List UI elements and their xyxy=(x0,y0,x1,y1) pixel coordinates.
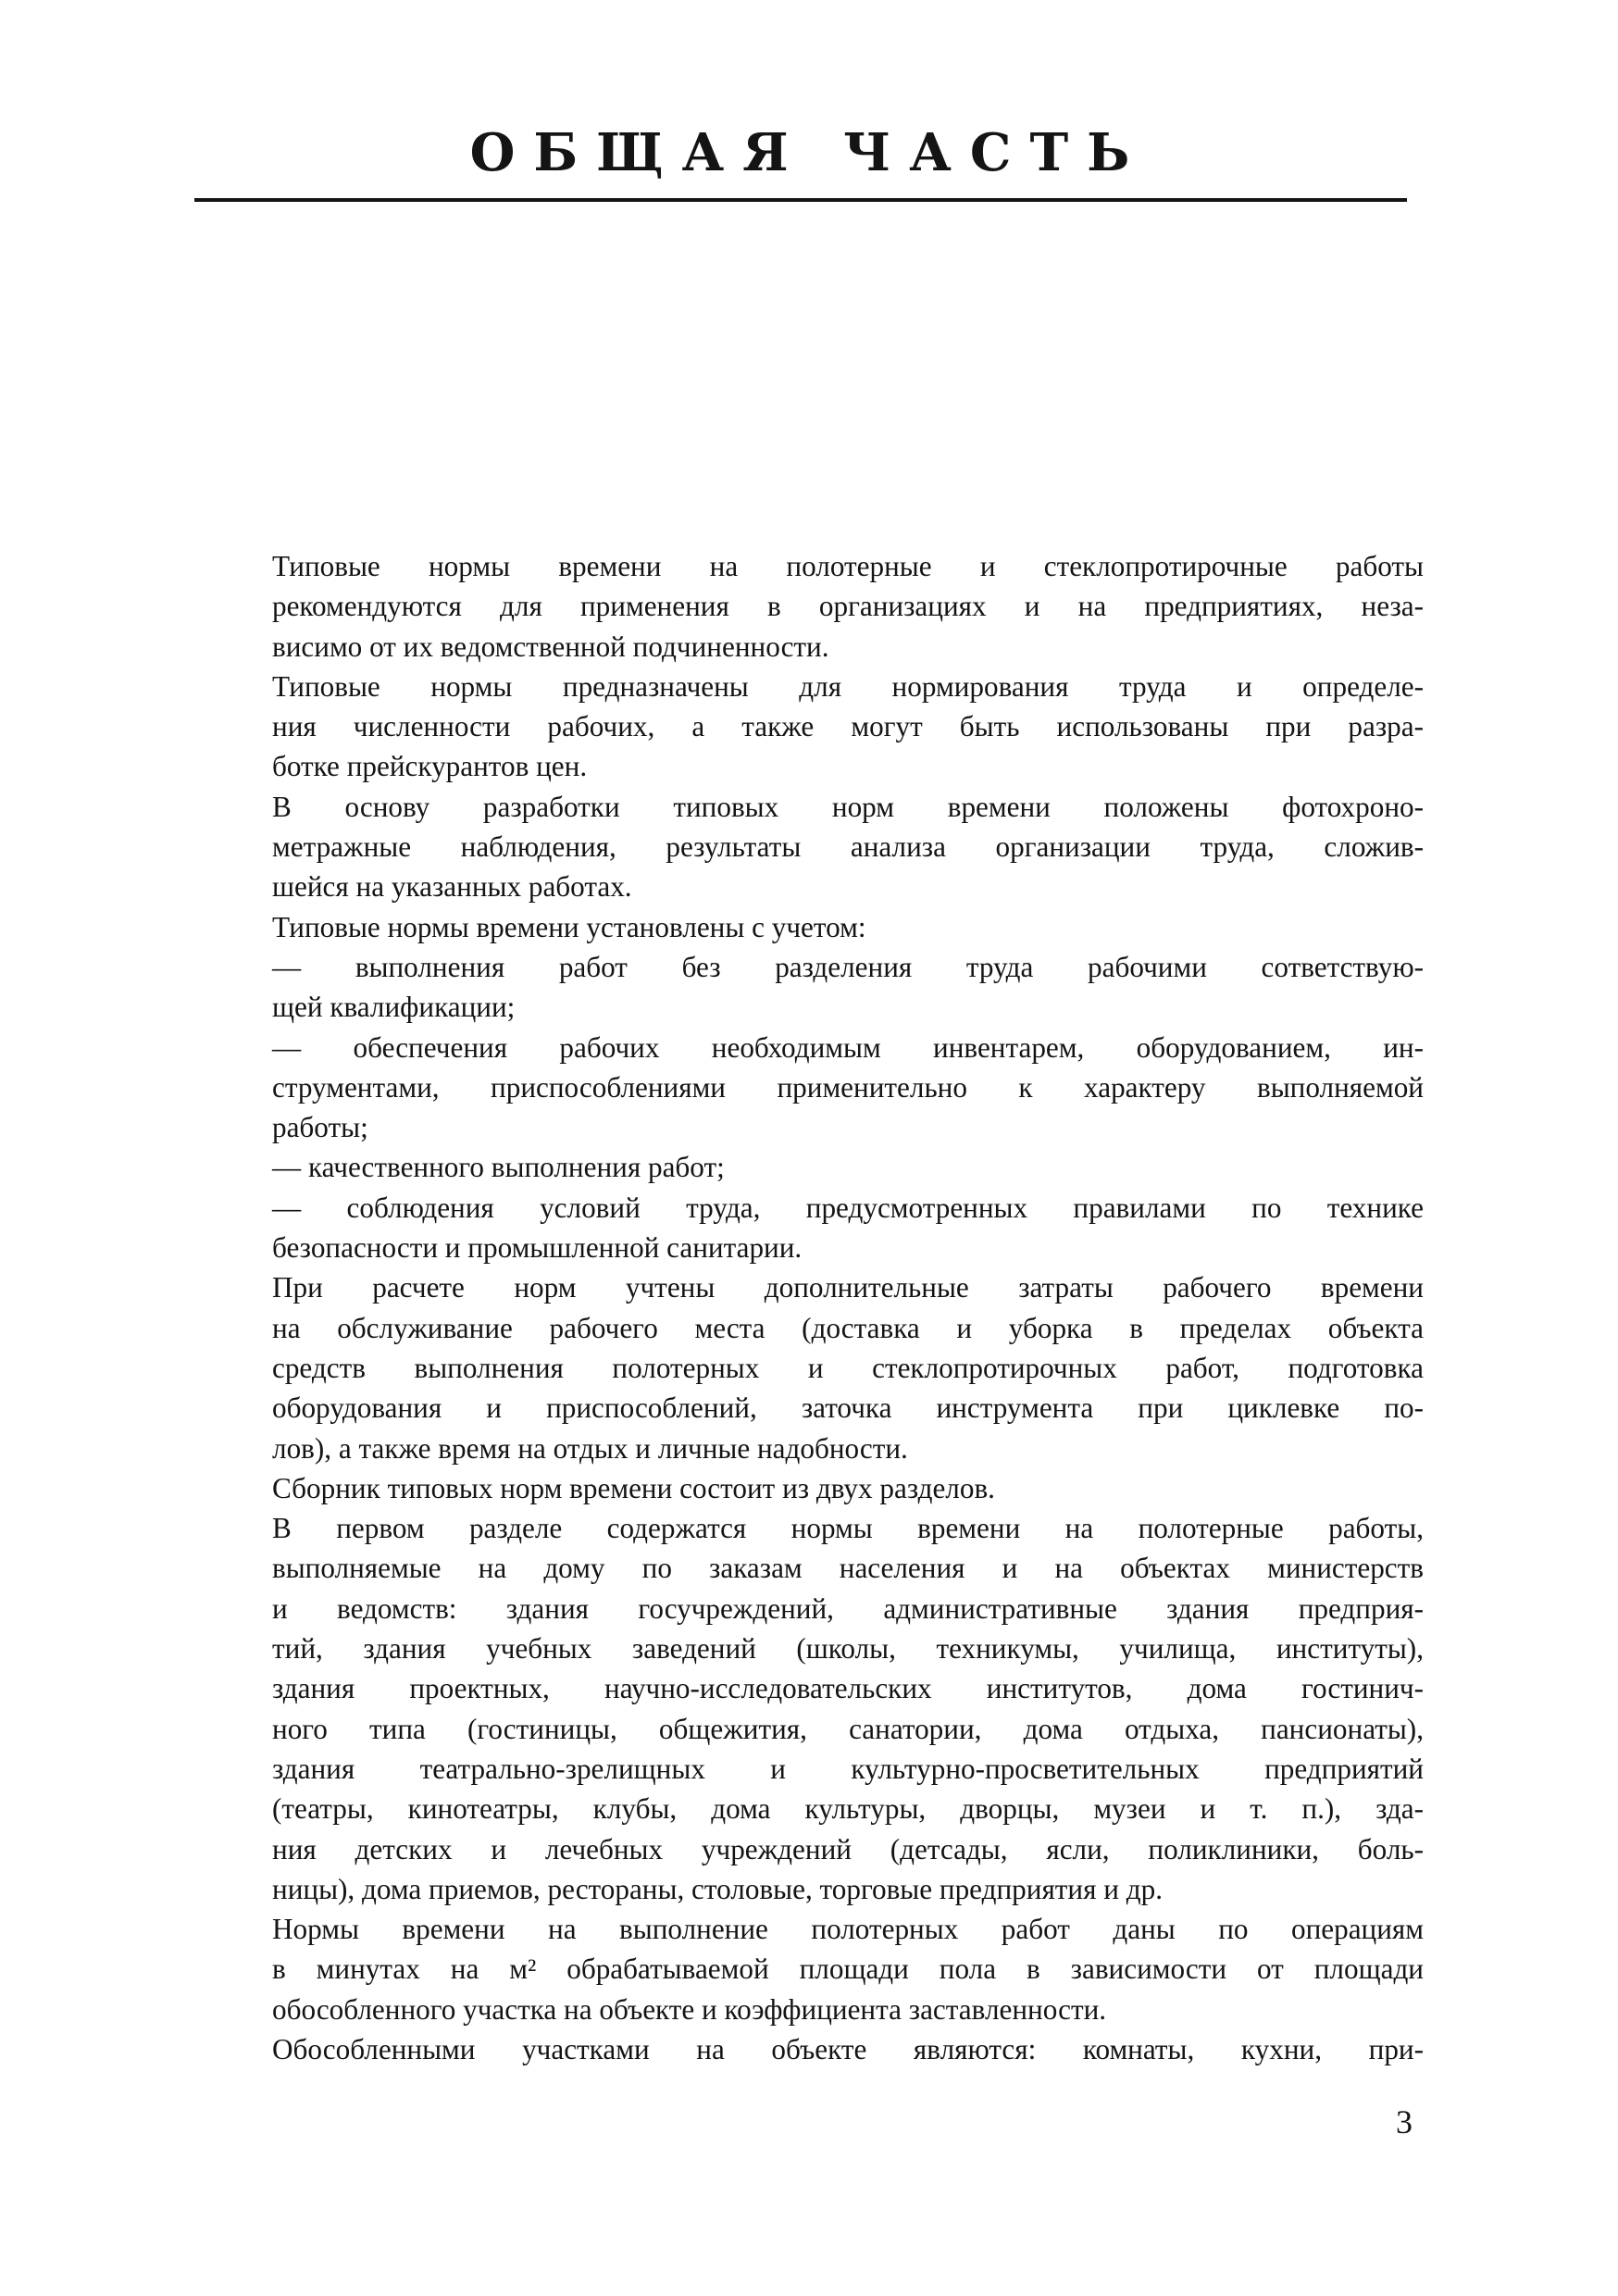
text-line: ницы), дома приемов, рестораны, столовые, торговые предприятия и др. xyxy=(272,1872,1163,1905)
text-line: струментами, приспособлениями применительно к характеру выполняемой xyxy=(272,1070,1424,1104)
text-line: — соблюдения условий труда, предусмотренных правилами по технике xyxy=(272,1191,1424,1224)
text-line: В основу разработки типовых норм времени положены фотохроно- xyxy=(272,790,1424,823)
text-line: лов), а также время на отдых и личные надобности. xyxy=(272,1431,908,1465)
paragraph xyxy=(205,947,1424,1028)
text-line: обособленного участка на объекте и коэффициента заставленности. xyxy=(272,1992,1107,2026)
text-line: здания театрально-зрелищных и культурно-просветительных предприятий xyxy=(272,1752,1424,1785)
paragraph xyxy=(205,1267,1424,1467)
text-line: шейся на указанных работах. xyxy=(272,870,632,904)
paragraph xyxy=(205,1508,1424,1909)
body-text xyxy=(205,546,1424,2069)
page-title: ОБЩАЯ ЧАСТЬ xyxy=(469,122,1149,183)
text-line: работы; xyxy=(272,1111,368,1144)
text-line: Типовые нормы времени на полотерные и стеклопротирочные работы xyxy=(272,550,1424,582)
text-line: метражные наблюдения, результаты анализа организации труда, сложив- xyxy=(272,830,1424,864)
text-line: безопасности и промышленной санитарии. xyxy=(272,1231,803,1265)
text-line: на обслуживание рабочего места (доставка и уборка в пределах объекта xyxy=(272,1311,1424,1344)
text-line: Сборник типовых норм времени состоит из двух разделов. xyxy=(272,1471,995,1504)
text-line: Нормы времени на выполнение полотерных работ даны по операциям xyxy=(272,1913,1424,1946)
paragraph xyxy=(205,1468,1424,1508)
text-line: щей квалификации; xyxy=(272,991,516,1024)
text-line: — обеспечения рабочих необходимым инвентарем, оборудованием, ин- xyxy=(272,1030,1424,1064)
text-line: тий, здания учебных заведений (школы, техникумы, училища, институты), xyxy=(272,1632,1424,1666)
text-line: оборудования и приспособлений, заточка инструмента при циклевке по- xyxy=(272,1391,1424,1425)
paragraph xyxy=(205,1028,1424,1148)
paragraph xyxy=(205,546,1424,667)
text-line: В первом разделе содержатся нормы времени на полотерные работы, xyxy=(272,1512,1424,1545)
paragraph xyxy=(205,667,1424,787)
page-number: 3 xyxy=(1396,2103,1413,2140)
text-line: — качественного выполнения работ; xyxy=(272,1151,725,1184)
text-line: — выполнения работ без разделения труда рабочими сответствую- xyxy=(272,950,1424,983)
paragraph xyxy=(205,1147,1424,1187)
text-line: в минутах на м² обрабатываемой площади пола в зависимости от площади xyxy=(272,1953,1424,1986)
title-rule xyxy=(194,198,1407,202)
text-line: висимо от их ведомственной подчиненности. xyxy=(272,630,829,663)
text-line: ботке прейскурантов цен. xyxy=(272,750,588,783)
paragraph xyxy=(205,787,1424,907)
paragraph xyxy=(205,907,1424,947)
text-line: ния детских и лечебных учреждений (детсады, ясли, поликлиники, боль- xyxy=(272,1832,1424,1866)
text-line: здания проектных, научно-исследовательских институтов, дома гостинич- xyxy=(272,1672,1424,1705)
text-line: Обособленными участками на объекте являются: комнаты, кухни, при- xyxy=(272,2032,1424,2065)
paragraph xyxy=(205,1188,1424,1268)
text-line: ного типа (гостиницы, общежития, санатории, дома отдыха, пансионаты), xyxy=(272,1712,1424,1745)
text-line: При расчете норм учтены дополнительные затраты рабочего времени xyxy=(272,1271,1424,1304)
text-line: рекомендуются для применения в организациях и на предприятиях, неза- xyxy=(272,590,1424,623)
paragraph xyxy=(205,1909,1424,2029)
text-line: Типовые нормы предназначены для нормирования труда и определе- xyxy=(272,669,1424,703)
text-line: и ведомств: здания госучреждений, административные здания предприя- xyxy=(272,1591,1424,1625)
paragraph xyxy=(205,2029,1424,2069)
text-line: Типовые нормы времени установлены с учетом: xyxy=(272,910,866,943)
text-line: (театры, кинотеатры, клубы, дома культуры, дворцы, музеи и т. п.), зда- xyxy=(272,1792,1424,1826)
text-line: выполняемые на дому по заказам населения и на объектах министерств xyxy=(272,1552,1424,1585)
text-line: средств выполнения полотерных и стеклопротирочных работ, подготовка xyxy=(272,1351,1424,1384)
text-line: ния численности рабочих, а также могут быть использованы при разра- xyxy=(272,710,1424,743)
